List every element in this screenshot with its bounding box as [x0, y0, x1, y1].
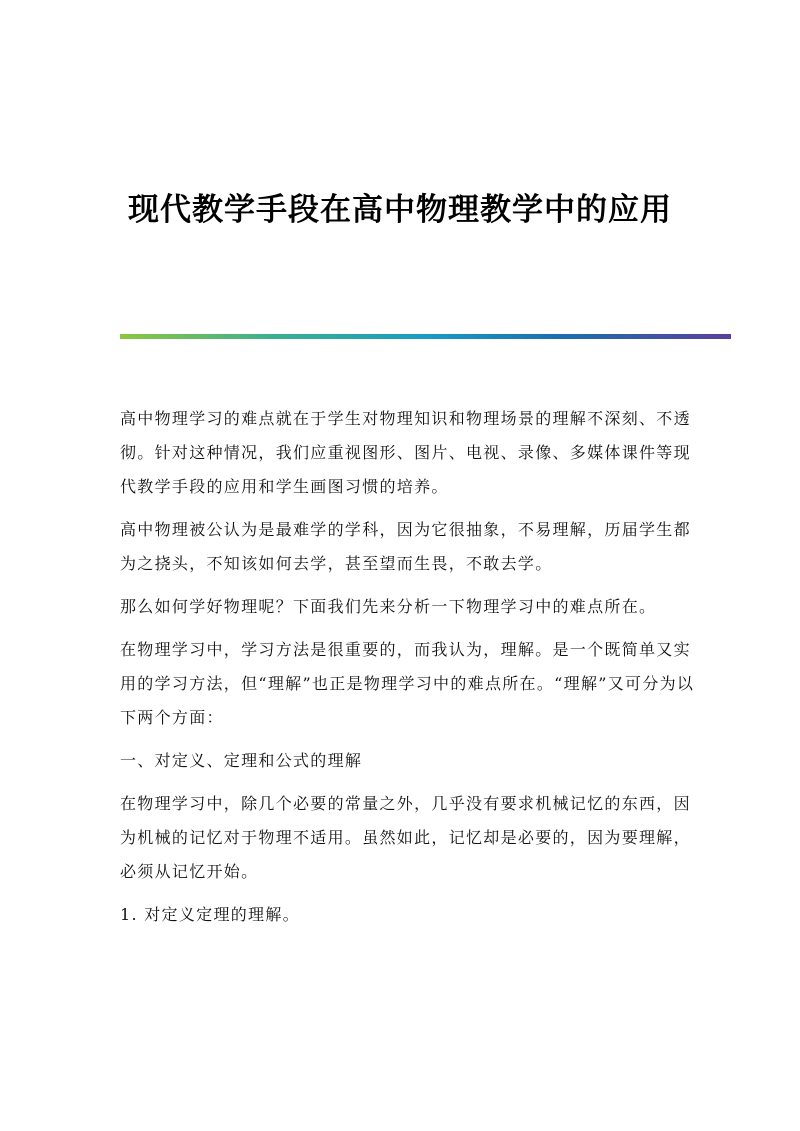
- paragraph-question: 那么如何学好物理呢？下面我们先来分析一下物理学习中的难点所在。: [120, 597, 657, 616]
- paragraph-method: 在物理学习中，学习方法是很重要的，而我认为，理解。是一个既简单又实用的学习方法，但“理解”也正是物理学习中的难点所在。“理解”又可分为以下两个方面：: [120, 640, 695, 727]
- paragraph-difficulty: 高中物理被公认为是最难学的学科，因为它很抽象，不易理解，历届学生都为之挠头，不知该如何去学，甚至望而生畏，不敢去学。: [120, 520, 691, 573]
- paragraph-intro: 高中物理学习的难点就在于学生对物理知识和物理场景的理解不深刻、不透彻。针对这种情况，我们应重视图形、图片、电视、录像、多媒体课件等现代教学手段的应用和学生画图习惯的培养。: [120, 409, 691, 496]
- paragraph-memory: 在物理学习中，除几个必要的常量之外，几乎没有要求机械记忆的东西，因为机械的记忆对于物理不适用。虽然如此，记忆却是必要的，因为要理解，必须从记忆开始。: [120, 794, 691, 881]
- title-divider: [120, 334, 731, 339]
- document-body: [120, 402, 695, 941]
- page-title: 现代教学手段在高中物理教学中的应用: [128, 192, 672, 228]
- section-heading: 一、对定义、定理和公式的理解: [120, 751, 363, 770]
- subsection-heading: 1. 对定义定理的理解。: [120, 905, 300, 924]
